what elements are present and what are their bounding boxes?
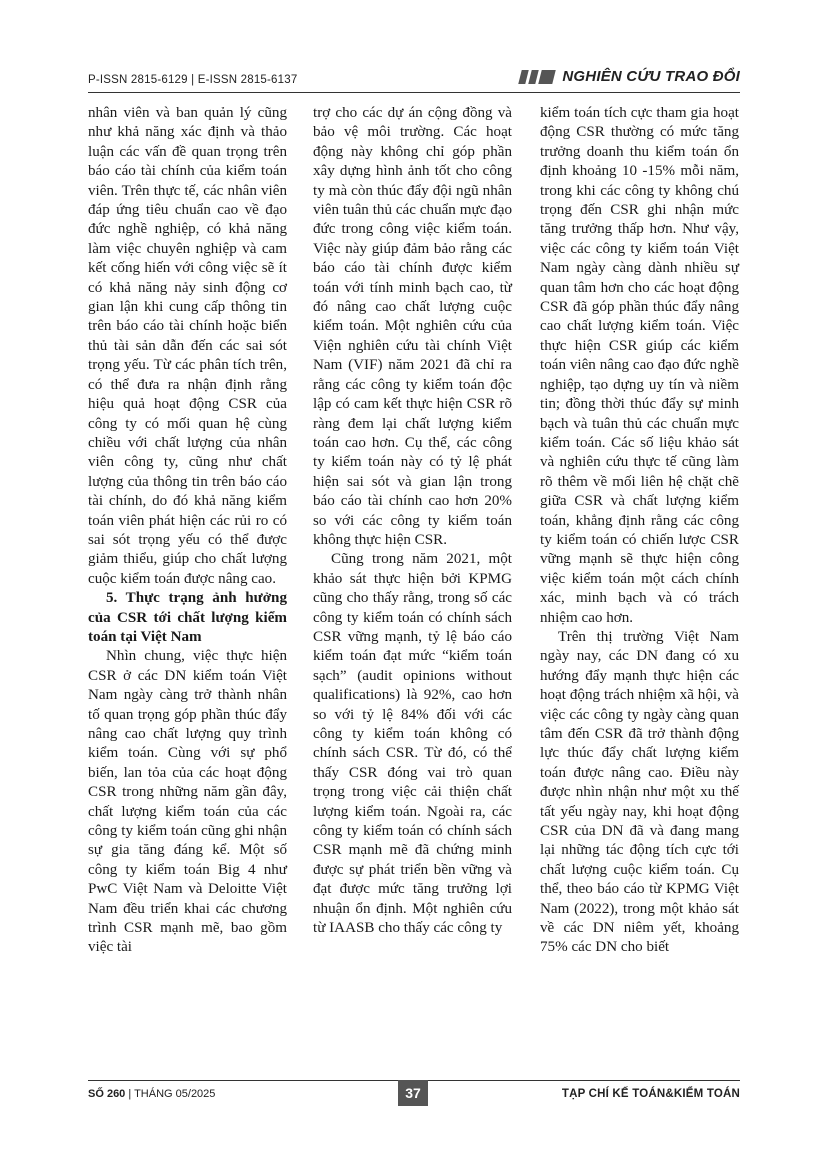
paragraph: nhân viên và ban quản lý cũng như khả năng xác định và thảo luận các vấn đề quan trọng trên báo cáo tài chính của kiểm toán viên. Trên thực tế, các nhân viên đáp ứng tiêu chuẩn cao về đạo đức nghề nghiệp, có khả năng làm việc chuyên nghiệp và cam kết cống hiến với công việc sẽ ít có khả năng nảy sinh động cơ gian lận khi cung cấp thông tin trên báo cáo tài chính hoặc biển thủ tài sản dẫn đến các sai sót trọng yếu. Từ các phân tích trên, có thể đưa ra nhận định rằng hiệu quả hoạt động CSR của công ty có mối quan hệ cùng chiều với chất lượng của nhân viên công ty, cũng như chất lượng của thông tin trên báo cáo tài chính, do đó khả năng kiểm toán viên phát hiện các rủi ro có sai sót trọng yếu có thể được giảm thiểu, giúp cho chất lượng cuộc kiểm toán được nâng cao. [88,105,287,587]
paragraph: Nhìn chung, việc thực hiện CSR ở các DN kiểm toán Việt Nam ngày càng trở thành nhân tố quan trọng góp phần thúc đẩy nâng cao chất lượng quy trình kiểm toán. Cùng với sự phổ biến, lan tỏa của các hoạt động CSR trong những năm gần đây, chất lượng kiểm toán của các công ty kiểm toán cũng ghi nhận sự gia tăng đáng kể. Một số công ty kiểm toán Big 4 như PwC Việt Nam và Deloitte Việt Nam đều triển khai các chương trình CSR mạnh mẽ, bao gồm việc tài [88,648,287,956]
bars-icon [520,70,557,84]
paragraph: Cũng trong năm 2021, một khảo sát thực hiện bởi KPMG cũng cho thấy rằng, trong số các công ty kiểm toán có chính sách CSR vững mạnh, tỷ lệ báo cáo kiểm toán đạt mức “kiểm toán sạch” (audit opinions without qualifications) là 92%, cao hơn so với tỷ lệ 84% đối với các công ty kiểm toán không có chính sách CSR. Từ đó, có thể thấy CSR đóng vai trò quan trọng trong việc cải thiện chất lượng kiểm toán. Ngoài ra, các công ty kiểm toán có chính sách CSR mạnh mẽ đã chứng minh được sự phát triển bền vững và đạt được mức tăng trưởng lợi nhuận ổn định. Một nghiên cứu từ IAASB cho thấy các công ty [313,551,512,937]
column-3 [540,104,739,958]
page-footer [88,1080,740,1110]
page-header [88,68,740,92]
page-number: 37 [398,1080,428,1106]
issn-text: P-ISSN 2815-6129 | E-ISSN 2815-6137 [88,74,298,86]
paragraph: Trên thị trường Việt Nam ngày nay, các DN đang có xu hướng đẩy mạnh thực hiện các hoạt động trách nhiệm xã hội, và việc các công ty ngày càng quan tâm đến CSR đã trở thành động lực thúc đẩy chất lượng kiểm toán được nâng cao. Điều này được nhìn nhận như một xu thế tất yếu ngày nay, khi hoạt động CSR của DN đã và đang mang lại những tác động tích cực tới chất lượng cuộc kiểm toán. Cụ thể, theo báo cáo từ KPMG Việt Nam (2022), trong một khảo sát về các DN niêm yết, khoảng 75% các DN cho biết [540,628,739,956]
issue-date: | THÁNG 05/2025 [128,1088,216,1100]
section-heading: 5. Thực trạng ảnh hưởng của CSR tới chất lượng kiểm toán tại Việt Nam [88,590,287,645]
column-2 [313,104,512,938]
section-title: NGHIÊN CỨU TRAO ĐỔI [562,68,740,85]
issue-info [88,1088,215,1100]
paragraph: kiểm toán tích cực tham gia hoạt động CSR thường có mức tăng trưởng doanh thu kiểm toán ổn định khoảng 10 -15% mỗi năm, trong khi các công ty không chú trọng đến CSR ghi nhận mức tăng trưởng thấp hơn. Như vậy, việc các công ty kiểm toán Việt Nam ngày càng dành nhiều sự quan tâm hơn cho các hoạt động CSR đã góp phần thúc đẩy nâng cao chất lượng kiểm toán. Việc thực hiện CSR giúp các kiểm toán viên nâng cao đạo đức nghề nghiệp, tạo dựng uy tín và niềm tin; đồng thời thúc đẩy sự minh bạch và tuân thủ các chuẩn mực kiểm toán. Các số liệu khảo sát và nghiên cứu thực tế cũng làm rõ thêm về mối liên hệ chặt chẽ giữa CSR và chất lượng kiểm toán, khẳng định rằng các công ty kiểm toán có chiến lược CSR vững mạnh sẽ thực hiện công việc kiểm toán một cách chính xác, minh bạch và có trách nhiệm cao hơn. [540,105,739,626]
paragraph: trợ cho các dự án cộng đồng và bảo vệ môi trường. Các hoạt động này không chỉ góp phần xây dựng hình ảnh tốt cho công ty mà còn thúc đẩy đội ngũ nhân viên tuân thủ các chuẩn mực đạo đức trong công việc kiểm toán. Việc này giúp đảm bảo rằng các báo cáo tài chính được kiểm toán với tính minh bạch cao, từ đó nâng cao chất lượng cuộc kiểm toán. Một nghiên cứu của Viện nghiên cứu tài chính Việt Nam (VIF) năm 2021 đã chỉ ra rằng các công ty kiểm toán độc lập có cam kết thực hiện CSR rõ ràng đem lại chất lượng kiểm toán cao hơn. Cụ thể, các công ty kiểm toán này có tỷ lệ phát hiện sai sót và gian lận trong báo cáo tài chính cao hơn 20% so với các công ty kiểm toán không thực hiện CSR. [313,105,512,548]
article-body [88,104,740,1054]
issue-number: SỐ 260 [88,1088,126,1100]
section-banner [520,68,740,85]
header-divider [88,92,740,93]
journal-name: TẠP CHÍ KẾ TOÁN&KIỂM TOÁN [561,1088,740,1100]
column-1 [88,104,287,958]
